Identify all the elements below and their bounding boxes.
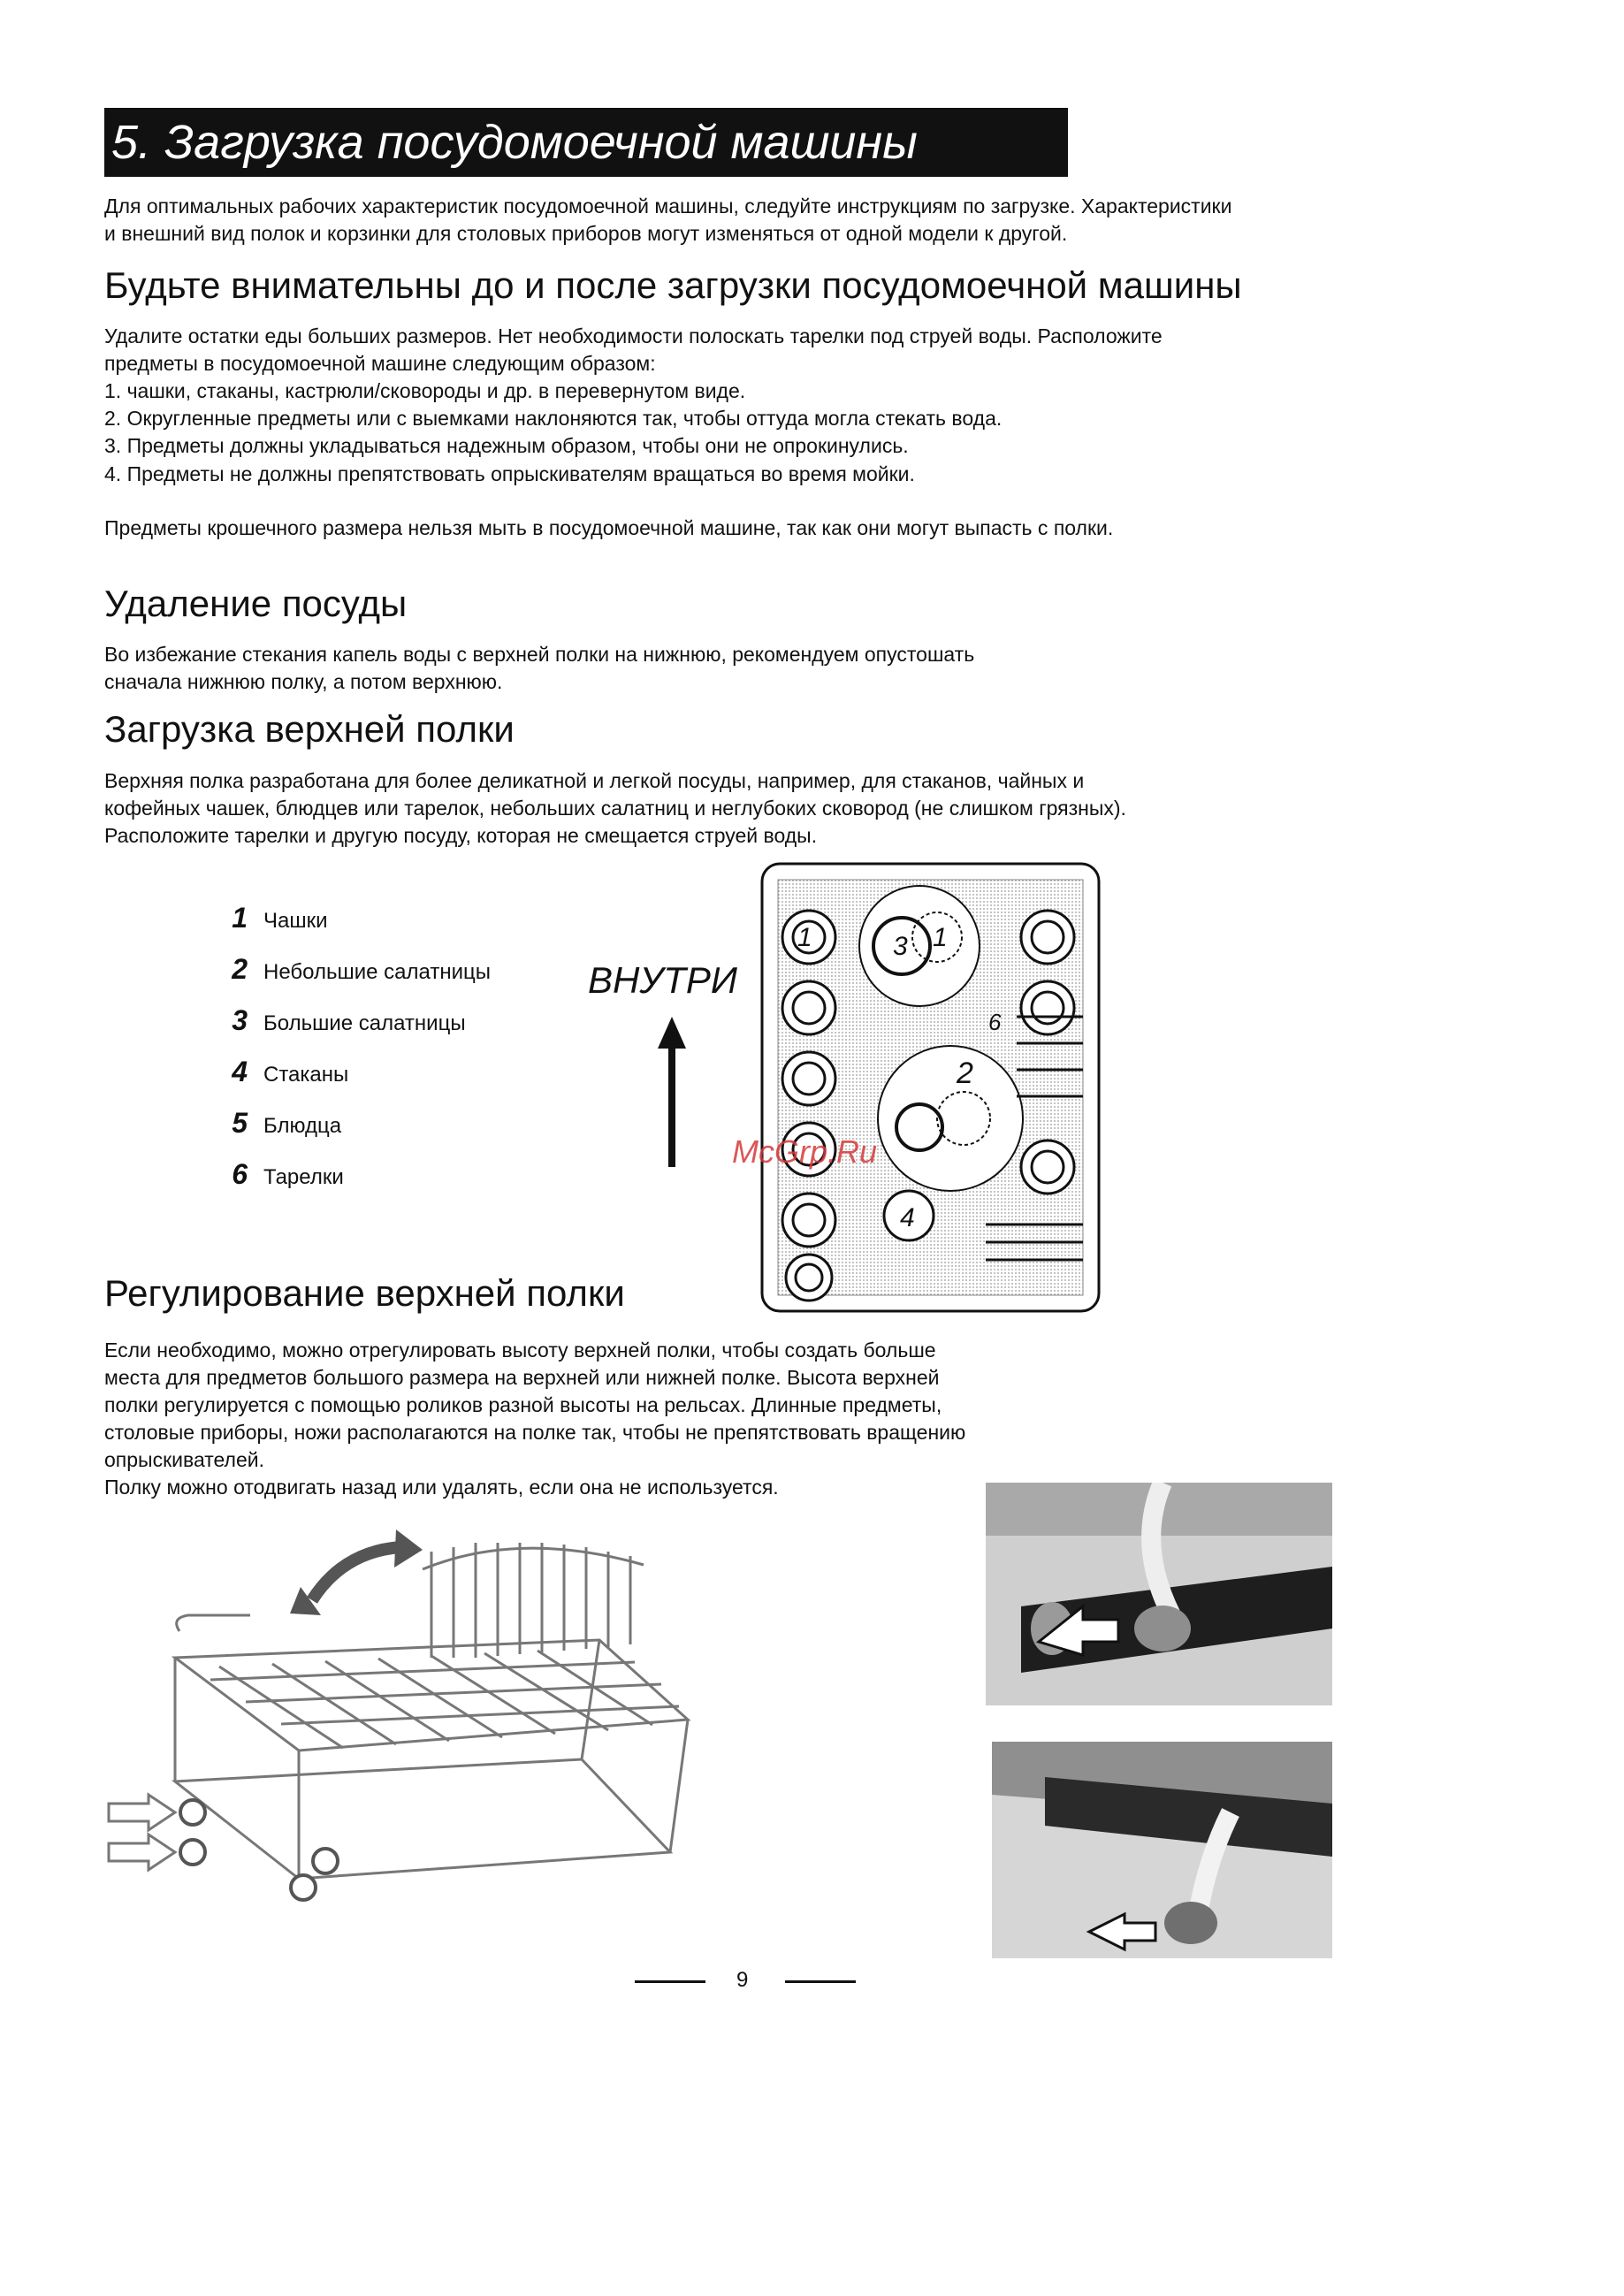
legend-label: Чашки xyxy=(263,909,328,933)
rail-photo-top xyxy=(986,1483,1332,1705)
intro-line-1: Для оптимальных рабочих характеристик посудомоечной машины, следуйте инструкциям по загрузке. Характеристики xyxy=(104,195,1232,217)
up-arrow-icon xyxy=(654,1017,690,1167)
upper-line: Верхняя полка разработана для более деликатной и легкой посуды, например, для стаканов, чайных и xyxy=(104,769,1085,792)
legend-label: Блюдца xyxy=(263,1114,342,1138)
legend-number: 4 xyxy=(232,1056,248,1087)
diagram-mark: 2 xyxy=(957,1056,973,1090)
legend-label: Небольшие салатницы xyxy=(263,960,491,984)
legend-label: Стаканы xyxy=(263,1063,349,1087)
legend-item xyxy=(221,902,491,953)
legend-item xyxy=(221,953,491,1004)
legend-item xyxy=(221,1056,491,1107)
section-adjust-heading: Регулирование верхней полки xyxy=(104,1272,625,1314)
legend-number: 6 xyxy=(232,1158,248,1190)
rail-photo-bottom xyxy=(992,1742,1332,1958)
legend-item xyxy=(221,1107,491,1158)
section-upper-heading: Загрузка верхней полки xyxy=(104,708,515,750)
legend-number: 3 xyxy=(232,1004,248,1036)
adjust-line: полки регулируется с помощью роликов разной высоты на рельсах. Длинные предметы, xyxy=(104,1393,942,1416)
footer-rule-right xyxy=(785,1980,856,1983)
legend-item xyxy=(221,1158,491,1209)
careful-line: 4. Предметы не должны препятствовать опрыскивателям вращаться во время мойки. xyxy=(104,462,915,485)
adjust-line: Полку можно отодвигать назад или удалять, если она не используется. xyxy=(104,1476,779,1499)
careful-line: 1. чашки, стаканы, кастрюли/сковороды и др. в перевернутом виде. xyxy=(104,379,746,402)
legend xyxy=(221,902,491,1209)
legend-number: 1 xyxy=(232,902,248,934)
upper-line: Расположите тарелки и другую посуду, которая не смещается струей воды. xyxy=(104,824,818,847)
diagram-mark: 3 xyxy=(893,932,908,961)
unload-line: Во избежание стекания капель воды с верхней полки на нижнюю, рекомендуем опустошать xyxy=(104,643,975,666)
adjust-line: опрыскивателей. xyxy=(104,1448,264,1471)
legend-item xyxy=(221,1004,491,1056)
careful-line: 2. Округленные предметы или с выемками наклоняются так, чтобы оттуда могла стекать вода. xyxy=(104,407,1003,430)
section-careful-heading: Будьте внимательны до и после загрузки посудомоечной машины xyxy=(104,264,1242,306)
legend-label: Большие салатницы xyxy=(263,1011,466,1035)
inside-label: ВНУТРИ xyxy=(588,959,737,1001)
upper-rack-illustration xyxy=(104,1516,714,1910)
adjust-line: места для предметов большого размера на верхней или нижней полке. Высота верхней xyxy=(104,1366,940,1389)
careful-line: 3. Предметы должны укладываться надежным образом, чтобы они не опрокинулись. xyxy=(104,434,909,457)
adjust-line: Если необходимо, можно отрегулировать высоту верхней полки, чтобы создать больше xyxy=(104,1339,936,1362)
unload-line: сначала нижнюю полку, а потом верхнюю. xyxy=(104,670,503,693)
adjust-line: столовые приборы, ножи располагаются на полке так, чтобы не препятствовать вращению xyxy=(104,1421,966,1444)
diagram-mark: 4 xyxy=(900,1203,915,1232)
diagram-mark: 1 xyxy=(933,923,948,952)
legend-number: 5 xyxy=(232,1107,248,1139)
upper-rack-diagram xyxy=(760,862,1101,1313)
section-unload-heading: Удаление посуды xyxy=(104,583,408,624)
diagram-mark: 1 xyxy=(797,923,812,952)
legend-label: Тарелки xyxy=(263,1165,344,1189)
footer-rule-left xyxy=(635,1980,705,1983)
careful-line: предметы в посудомоечной машине следующим образом: xyxy=(104,352,656,375)
intro-line-2: и внешний вид полок и корзинки для столовых приборов могут изменяться от одной модели к другой. xyxy=(104,222,1068,245)
diagram-mark: 6 xyxy=(988,1009,1002,1035)
watermark: McGrp.Ru xyxy=(732,1133,878,1170)
careful-line: Удалите остатки еды больших размеров. Нет необходимости полоскать тарелки под струей воды. Расположите xyxy=(104,324,1163,347)
upper-line: кофейных чашек, блюдцев или тарелок, небольших салатниц и неглубоких сковород (не слишком грязных). xyxy=(104,797,1126,820)
page-number: 9 xyxy=(736,1968,749,1992)
page-title: 5. Загрузка посудомоечной машины xyxy=(104,108,1068,177)
careful-note: Предметы крошечного размера нельзя мыть в посудомоечной машине, так как они могут выпасть с полки. xyxy=(104,516,1114,539)
legend-number: 2 xyxy=(232,953,248,985)
